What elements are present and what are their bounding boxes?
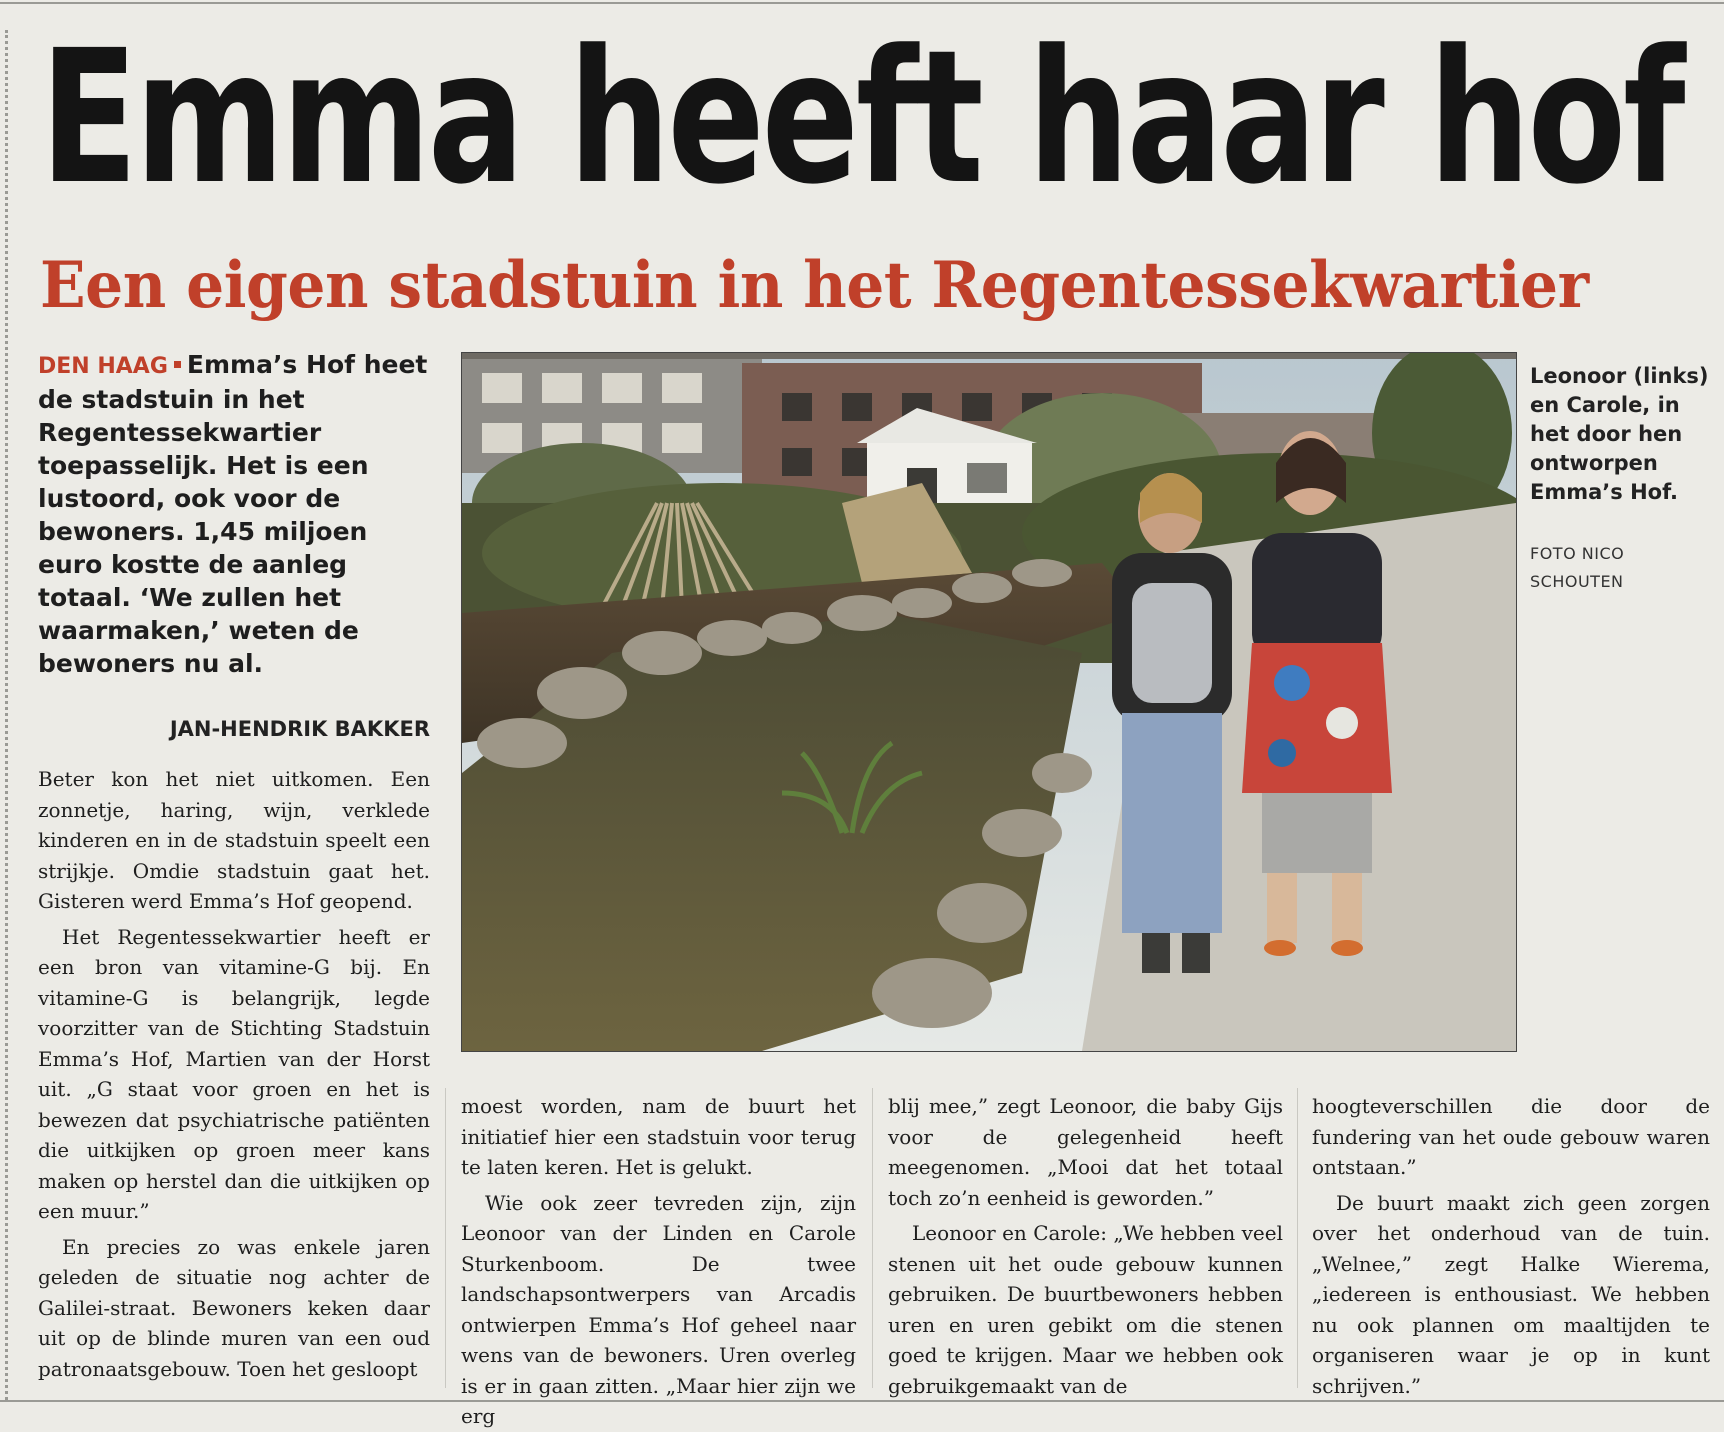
paragraph: De buurt maakt zich geen zorgen over het onderhoud van de tuin. „Welnee,” zegt Halke Wierema, „iedereen is enthousiast. We hebben nu ook plannen om maaltijden te organiseren waar je op in kunt schrijven.”: [1312, 1190, 1710, 1398]
paragraph: blij mee,” zegt Leonoor, die baby Gijs voor de gelegenheid heeft meegenomen. „Mooi dat het totaal toch zo’n eenheid is geworden.”: [888, 1094, 1283, 1210]
article-column-1: [38, 764, 430, 1384]
column-divider: [445, 1088, 446, 1388]
paragraph: Het Regentessekwartier heeft er een bron van vitamine-G bij. En vitamine-G is belangrijk, legde voorzitter van de Stichting Stadstuin Emma’s Hof, Martien van der Horst uit. „G staat voor groen en het is bewezen dat psychiatrische patiënten die uitkijken op groen meer kans maken op herstel dan die uitkijken op een muur.”: [38, 924, 430, 1223]
paragraph: moest worden, nam de buurt het initiatief hier een stadstuin voor terug te laten keren. Het is gelukt.: [461, 1094, 856, 1179]
intro-text: Emma’s Hof heet de stadstuin in het Regentessekwartier toepasselijk. Het is een lustoord, ook voor de bewoners. 1,45 miljoen euro kostte de aanleg totaal. ‘We zullen het waarmaken,’ weten de bewoners nu al.: [38, 350, 428, 678]
subheadline: Een eigen stadstuin in het Regentessekwartier: [40, 248, 1589, 323]
photo-credit: FOTO NICO SCHOUTEN: [1530, 544, 1625, 591]
garden-photo-illustration: [462, 353, 1516, 1051]
left-dotted-border: [5, 30, 8, 1400]
article-column-4: [1312, 1091, 1710, 1401]
top-rule: [0, 2, 1724, 4]
column-divider: [872, 1088, 873, 1388]
paragraph: Leonoor en Carole: „We hebben veel stenen uit het oude gebouw kunnen gebruiken. De buurtbewoners hebben uren en uren gebikt om die stenen goed te krijgen. Maar we hebben ook gebruikgemaakt van de: [888, 1221, 1283, 1398]
intro-paragraph: [38, 348, 430, 680]
article-column-3: [888, 1091, 1283, 1401]
headline: Emma heeft haar hof: [40, 11, 1683, 225]
byline: JAN-HENDRIK BAKKER: [169, 717, 430, 741]
paragraph: Wie ook zeer tevreden zijn, zijn Leonoor van der Linden en Carole Sturkenboom. De twee landschapsontwerpers van Arcadis ontwierpen Emma’s Hof geheel naar wens van de bewoners. Uren overleg is er in gaan zitten. „Maar hier zijn we erg: [461, 1190, 856, 1428]
paragraph: En precies zo was enkele jaren geleden de situatie nog achter de Galilei-straat. Bewoners keken daar uit op de blinde muren van een oud patronaatsgebouw. Toen het gesloopt: [38, 1234, 430, 1381]
paragraph: Beter kon het niet uitkomen. Een zonnetje, haring, wijn, verklede kinderen en in de stadstuin speelt een strijkje. Omdie stadstuin gaat het. Gisteren werd Emma’s Hof geopend.: [38, 767, 430, 913]
paragraph: hoogteverschillen die door de fundering van het oude gebouw waren ontstaan.”: [1312, 1094, 1710, 1179]
dateline: DEN HAAG: [38, 354, 168, 379]
column-divider: [1297, 1088, 1298, 1388]
article-column-2: [461, 1091, 856, 1432]
dateline-bullet-icon: [174, 361, 181, 368]
photo-caption: Leonoor (links) en Carole, in het door hen ontworpen Emma’s Hof.: [1530, 364, 1709, 504]
article-photo: [461, 352, 1517, 1052]
